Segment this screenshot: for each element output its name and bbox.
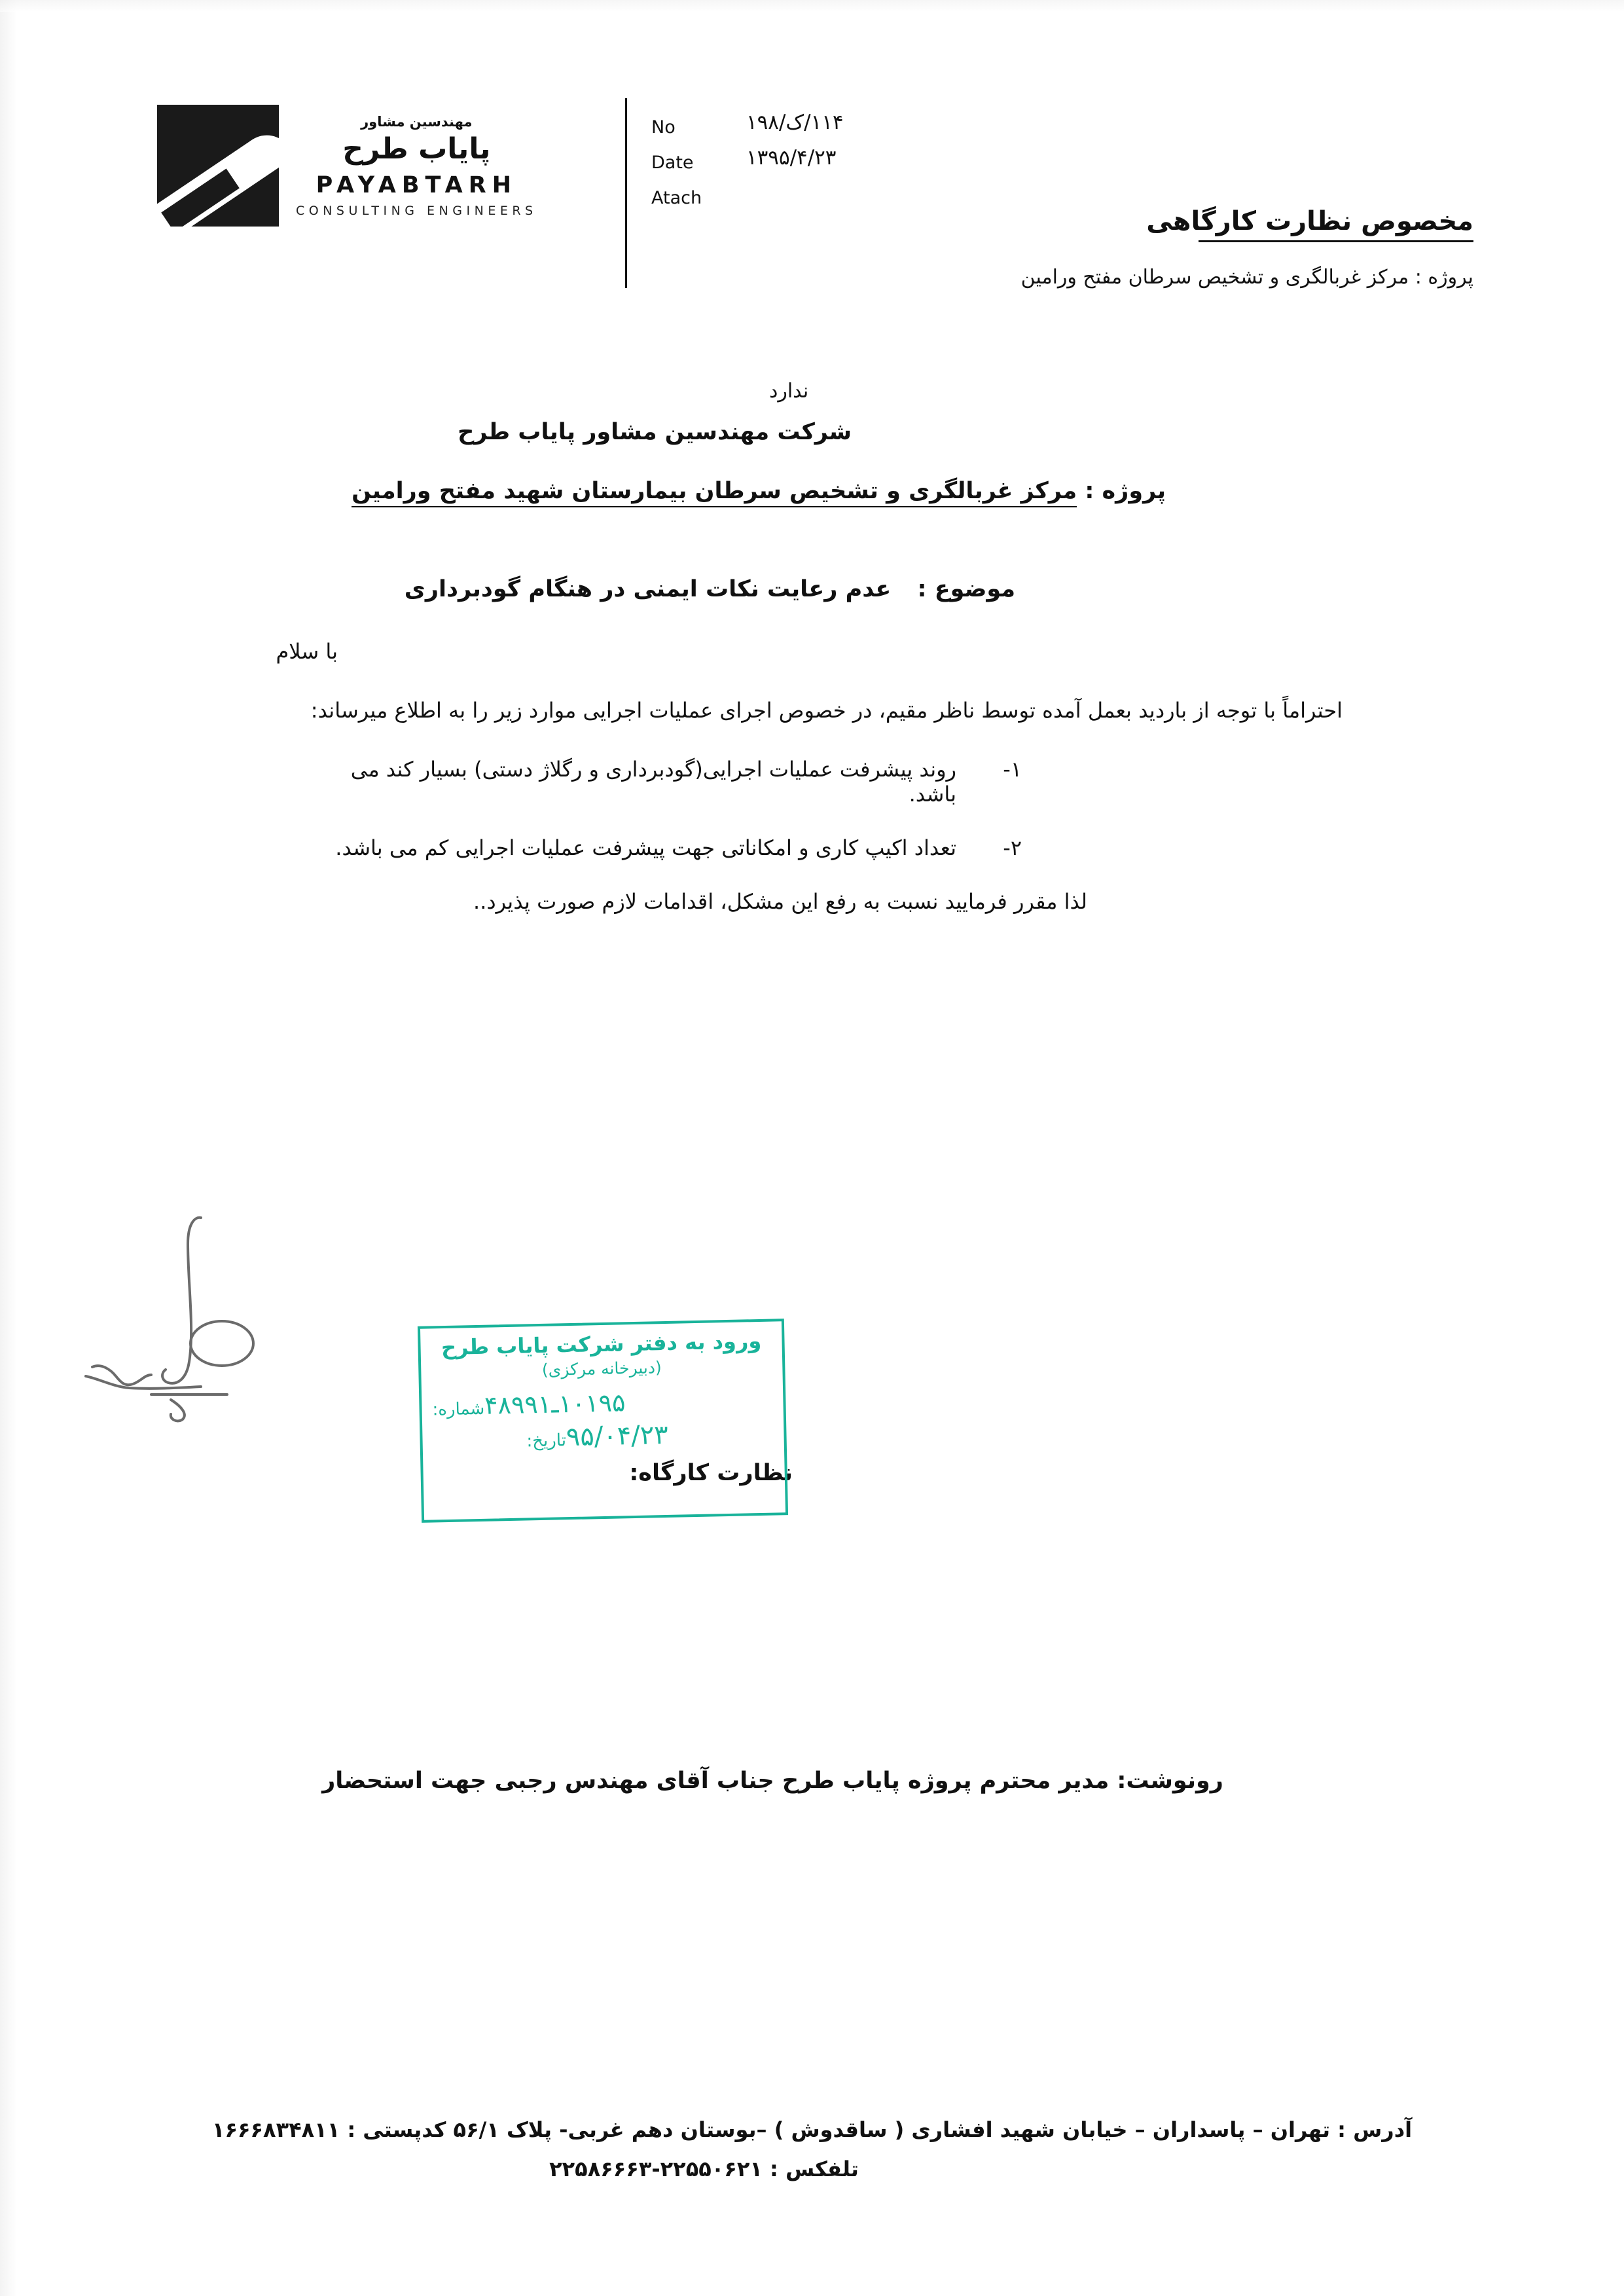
list-item-bullet: ۱-: [1003, 757, 1022, 782]
logo-name-fa: پایاب طرح: [342, 132, 491, 166]
stamp-line1: ورود به دفتر شرکت پایاب طرح: [441, 1328, 762, 1360]
cc-line: رونوشت: مدیر محترم پروژه پایاب طرح جناب آقای مهندس رجبی جهت استحضار: [322, 1768, 1223, 1794]
letterhead-divider: [625, 98, 627, 288]
stamp-number-row: [432, 1385, 773, 1421]
signature-label: نظارت کارگاه:: [629, 1460, 793, 1486]
footer-telefax: تلفکس : ۲۲۵۵۰۶۲۱-۲۲۵۸۶۶۶۳: [549, 2157, 859, 2181]
logo-text: [296, 105, 537, 218]
stamp-date-value: ۹۵/۰۴/۲۳: [566, 1419, 669, 1453]
list-item-text: تعداد اکیپ کاری و امکاناتی جهت پیشرفت عملیات اجرایی کم می باشد.: [335, 835, 956, 860]
addressee-company: شرکت مهندسین مشاور پایاب طرح: [458, 419, 852, 445]
stamp-date-row: [433, 1418, 774, 1455]
subject-label: موضوع :: [917, 576, 1015, 602]
no-value: ۱۱۴/ک/۱۹۸: [746, 111, 844, 134]
project-name: مرکز غربالگری و تشخیص سرطان بیمارستان شهید مفتح ورامین: [352, 478, 1077, 507]
letterhead: [0, 98, 1624, 403]
subject-text: عدم رعایت نکات ایمنی در هنگام گودبرداری: [404, 576, 892, 602]
list-item-bullet: ۲-: [1003, 835, 1022, 860]
company-logo: [157, 105, 602, 227]
list-item-text: روند پیشرفت عملیات اجرایی(گودبرداری و رگلاژ دستی) بسیار کند می باشد.: [350, 757, 956, 807]
logo-name-en: PAYABTARH: [316, 172, 518, 198]
header-project-line: پروژه : مرکز غربالگری و تشخیص سرطان مفتح ورامین: [1020, 266, 1473, 289]
atach-label: Atach: [651, 188, 702, 208]
footer-address: آدرس : تهران – پاسداران – خیابان شهید افشاری ( ساقدوش ) –بوستان دهم غربی- پلاک ۵۶/۱ کدپستی : ۱۶۶۶۸۳۴۸۱۱: [211, 2117, 1413, 2142]
registration-stamp: [418, 1319, 788, 1523]
logo-line-small: مهندسین مشاور: [361, 114, 473, 130]
special-title-underline: [1199, 240, 1473, 242]
logo-tagline-en: CONSULTING ENGINEERS: [296, 204, 537, 218]
list-item: [301, 835, 1022, 860]
numbered-list: [0, 757, 1624, 860]
footer: [0, 2117, 1624, 2181]
scan-edge-left: [0, 0, 17, 2296]
greeting: با سلام: [276, 639, 338, 664]
project-line: [0, 478, 1624, 504]
stamp-number-value: ۱۰۱۹۵ـ۴۸۹۹۱: [484, 1388, 626, 1420]
letterhead-field-labels: [651, 110, 702, 216]
letterhead-field-values: [746, 105, 844, 175]
list-item: [301, 757, 1022, 807]
subject-line: [0, 576, 1624, 602]
date-value: ۱۳۹۵/۴/۲۳: [746, 146, 837, 170]
handwritten-signature: [73, 1198, 348, 1473]
logo-mark-icon: [157, 105, 279, 227]
closing-paragraph: لذا مقرر فرمایید نسبت به رفع این مشکل، اقدامات لازم صورت پذیرد..: [473, 889, 1087, 914]
special-title: مخصوص نظارت کارگاهی: [1146, 206, 1473, 236]
intro-paragraph: احتراماً با توجه از باردید بعمل آمده توسط ناظر مقیم، در خصوص اجرای عملیات اجرایی موارد زیر را به اطلاع میرساند:: [310, 698, 1343, 723]
stamp-number-label: شماره:: [432, 1398, 485, 1420]
project-label: پروژه :: [1085, 478, 1166, 504]
no-label: No: [651, 117, 676, 137]
letterhead-right: [1021, 206, 1473, 289]
atach-value: ندارد: [769, 380, 809, 403]
stamp-line2: (دبیرخانه مرکزی): [541, 1358, 662, 1379]
scan-edge-top: [0, 0, 1624, 12]
stamp-date-label: تاریخ:: [526, 1430, 567, 1451]
date-label: Date: [651, 153, 694, 173]
letter-body: [0, 419, 1624, 914]
